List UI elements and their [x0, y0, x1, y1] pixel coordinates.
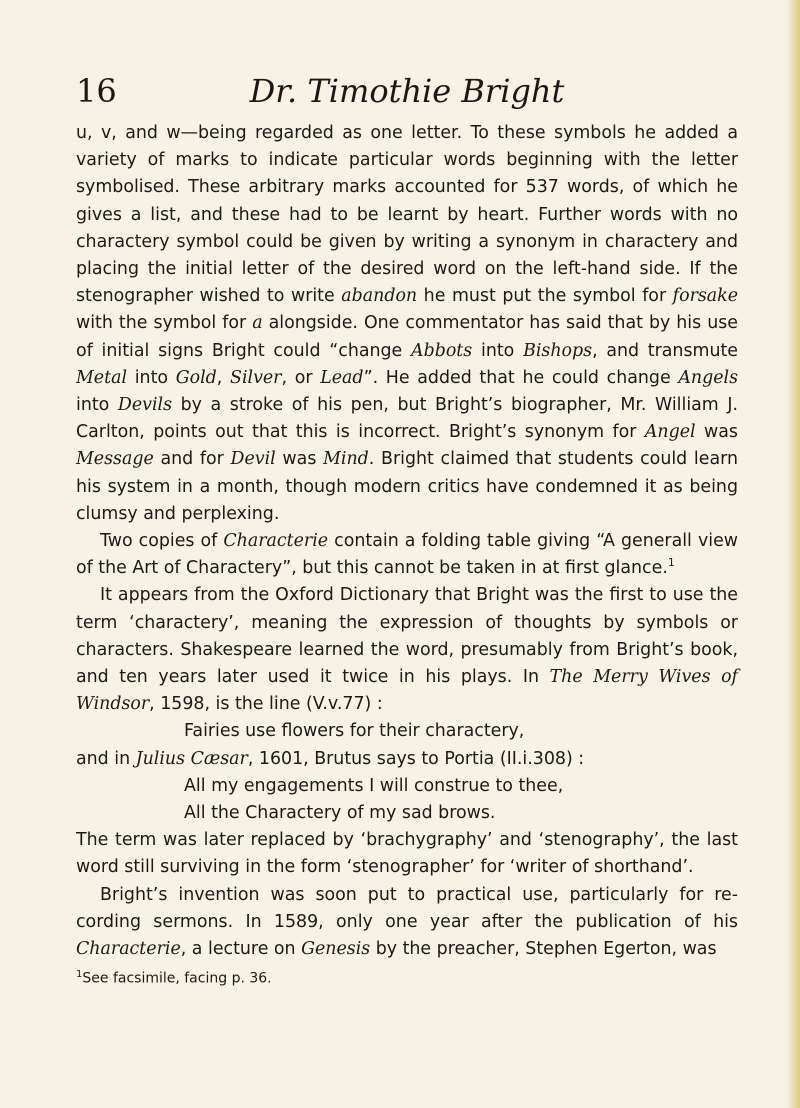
paragraph-2: Two copies of Characterie contain a folding table giving “A generall view of the Art of Charactery”, but this cannot be taken in at first glance.$^1$ — [76, 531, 738, 579]
paragraph-3: It appears from the Oxford Dictionary that Bright was the first to use the term ‘charactery’, meaning the expression of thoughts by symbols or characters. Shakespeare learned the word, presumably from Bright’s book, and ten years later used it twice in his plays. In The Merry Wives of Windsor, 1598, is the line (V.v.77) : — [76, 585, 738, 715]
paragraph-4: and in Julius Cæsar, 1601, Brutus says to Portia (II.i.308) : — [76, 748, 585, 769]
footnote-marker: 1 — [76, 969, 83, 981]
page-number: 16 — [76, 72, 117, 110]
quotation-1: Fairies use flowers for their charactery, — [184, 721, 525, 742]
footnote-ref[interactable]: 1 — [667, 556, 675, 570]
footnote — [76, 969, 738, 987]
quotation-2-line-1: All my engagements I will construe to thee, — [184, 775, 564, 796]
page-header — [76, 72, 738, 122]
paragraph-5: The term was later replaced by ‘brachygraphy’ and ‘stenography’, the last word still surviving in the form ‘stenographer’ for ‘writer of shorthand’. — [76, 830, 738, 878]
footnote-text: See facsimile, facing p. 36. — [82, 970, 272, 987]
body-text — [76, 120, 738, 963]
book-page — [76, 72, 738, 987]
quotation-2-line-2: All the Charactery of my sad brows. — [184, 803, 496, 824]
paragraph-6: Bright’s invention was soon put to practical use, particularly for re-cording sermons. In 1589, only one year after the publication of his Characterie, a lecture on Genesis by the preacher, Stephen Egerton, was — [76, 884, 738, 960]
page-edge — [786, 0, 800, 1108]
running-title: Dr. Timothie Bright — [249, 72, 565, 110]
paragraph-1: u, v, and w—being regarded as one letter. To these symbols he added a variety of marks to indicate particular words beginning with the letter symbolised. These arbitrary marks accounted for 537 words, of which he gives a list, and these had to be learnt by heart. Further words with no charactery symbol could be given by writing a synonym in charactery and placing the initial letter of the desired word on the left-hand side. If the stenographer wished to write abandon he must put the symbol for forsake with the symbol for a alongside. One commentator has said that by his use of initial signs Bright could “change Abbots into Bishops, and transmute Metal into Gold, Silver, or Lead”. He added that he could change Angels into Devils by a stroke of his pen, but Bright’s biographer, Mr. William J. Carlton, points out that this is incorrect. Bright’s synonym for Angel was Message and for Devil was Mind. Bright claimed that students could learn his system in a month, though modern critics have condemned it as being clumsy and perplexing. — [76, 123, 739, 524]
